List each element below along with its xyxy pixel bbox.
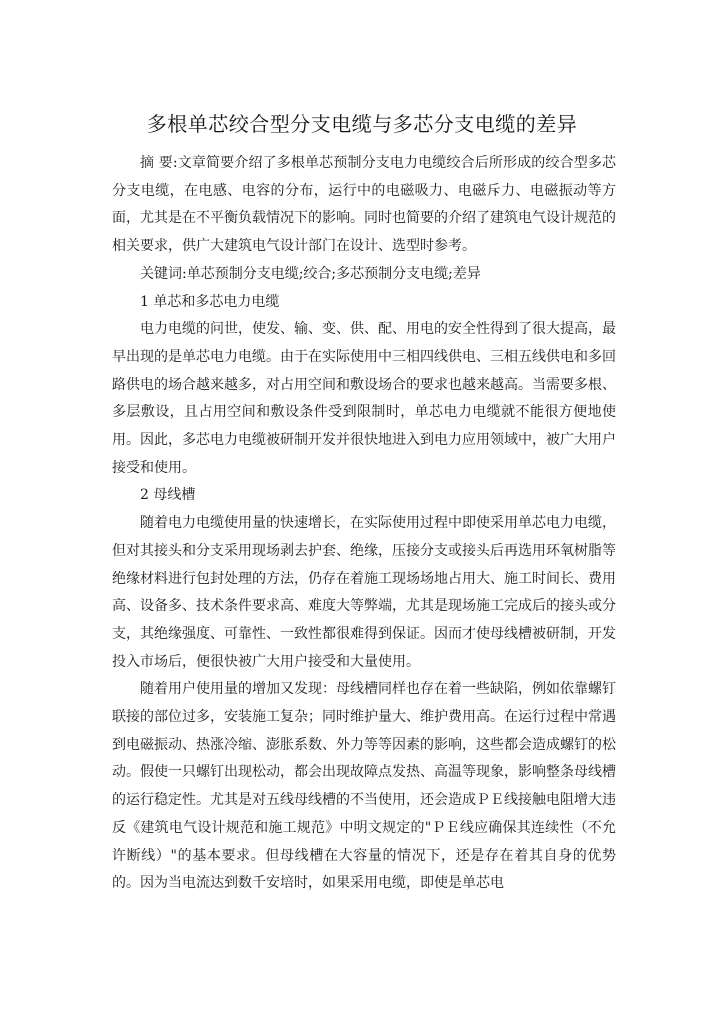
document-title: 多根单芯绞合型分支电缆与多芯分支电缆的差异 <box>146 112 578 136</box>
abstract-paragraph: 摘 要:文章简要介绍了多根单芯预制分支电力电缆绞合后所形成的绞合型多芯分支电缆，在电感、电容的分布，运行中的电磁吸力、电磁斥力、电磁振动等方面，尤其是在不平衡负载情况下的影响。同时也简要的介绍了建筑电气设计规范的相关要求，供广大建筑电气设计部门在设计、选型时参考。 <box>112 155 616 255</box>
section-2-paragraph-1: 随着电力电缆使用量的快速增长，在实际使用过程中即使采用单芯电力电缆，但对其接头和分支采用现场剥去护套、绝缘，压接分支或接头后再选用环氧树脂等绝缘材料进行包封处理的方法，仍存在着施工现场场地占用大、施工时间长、费用高、设备多、技术条件要求高、难度大等弊端，尤其是现场施工完成后的接头或分支，其绝缘强度、可靠性、一致性都很难得到保证。因而才使母线槽被研制，开发投入市场后，便很快被广大用户接受和大量使用。 <box>112 515 616 670</box>
keywords-paragraph: 关键词:单芯预制分支电缆;绞合;多芯预制分支电缆;差异 <box>140 265 481 282</box>
section-2-heading: 2 母线槽 <box>140 487 196 504</box>
section-1-paragraph: 电力电缆的问世，使发、输、变、供、配、用电的安全性得到了很大提高，最早出现的是单芯电力电缆。由于在实际使用中三相四线供电、三相五线供电和多回路供电的场合越来越多，对占用空间和敷设场合的要求也越来越高。当需要多根、多层敷设，且占用空间和敷设条件受到限制时，单芯电力电缆就不能很方便地使用。因此，多芯电力电缆被研制开发并很快地进入到电力应用领域中，被广大用户接受和使用。 <box>112 321 616 476</box>
section-1-heading: 1 单芯和多芯电力电缆 <box>140 293 280 310</box>
section-2-paragraph-2: 随着用户使用量的增加又发现：母线槽同样也存在着一些缺陷，例如依靠螺钉联接的部位过多，安装施工复杂；同时维护量大、维护费用高。在运行过程中常遇到电磁振动、热涨冷缩、澎胀系数、外力等等因素的影响，这些都会造成螺钉的松动。假使一只螺钉出现松动，都会出现故障点发热、高温等现象，影响整条母线槽的运行稳定性。尤其是对五线母线槽的不当使用，还会造成ＰＥ线接触电阻增大违反《建筑电气设计规范和施工规范》中明文规定的"ＰＥ线应确保其连续性（不允许断线）"的基本要求。但母线槽在大容量的情况下，还是存在着其自身的优势的。因为当电流达到数千安培时，如果采用电缆，即使是单芯电 <box>112 681 616 892</box>
document-body <box>112 150 616 898</box>
